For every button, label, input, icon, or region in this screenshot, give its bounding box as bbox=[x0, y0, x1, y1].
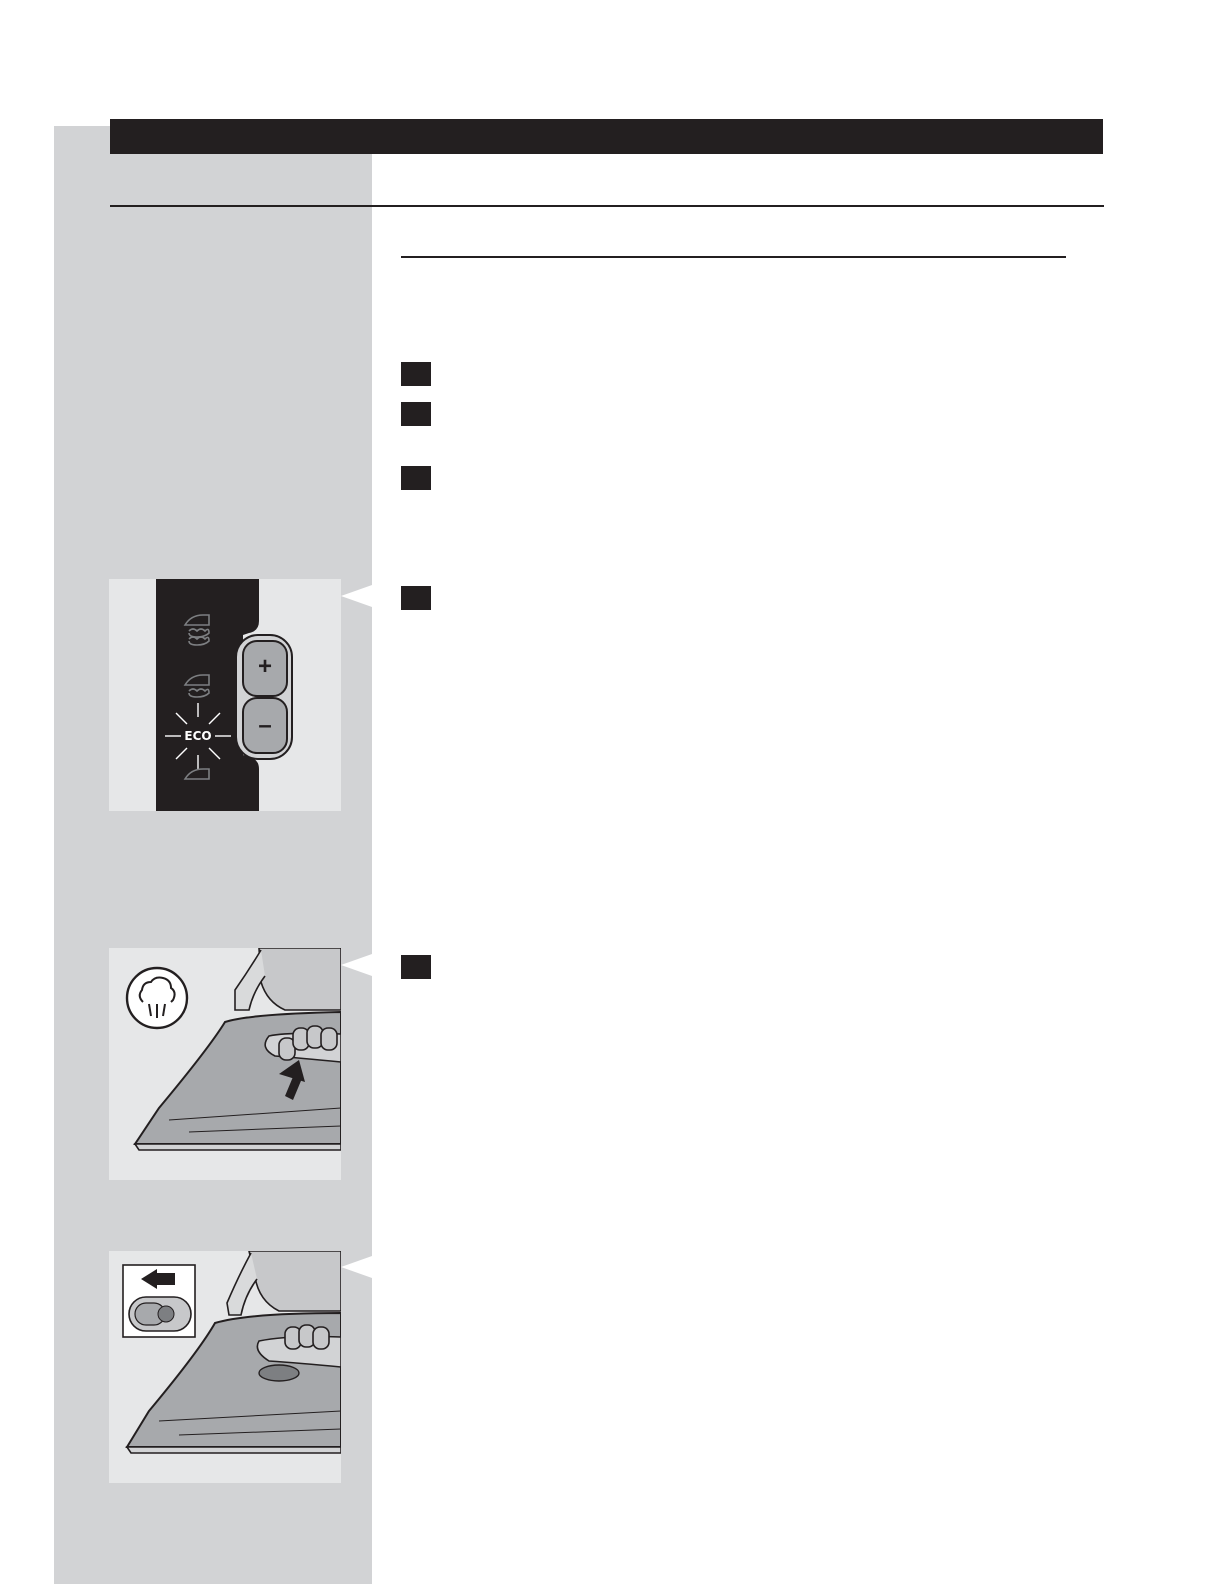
step-marker-5 bbox=[401, 955, 431, 979]
section-header-bar bbox=[110, 119, 1103, 154]
figure-pointer bbox=[341, 954, 372, 976]
steam-boost-figure bbox=[109, 948, 341, 1180]
minus-label: – bbox=[258, 712, 272, 739]
step-marker-4 bbox=[401, 586, 431, 610]
step-marker-1 bbox=[401, 362, 431, 386]
plus-label: + bbox=[257, 653, 273, 680]
step-marker-3 bbox=[401, 466, 431, 490]
steam-cloud-icon bbox=[127, 968, 187, 1028]
header-divider bbox=[110, 205, 1104, 207]
slide-switch-icon[interactable] bbox=[129, 1297, 191, 1331]
eco-label: ECO bbox=[184, 729, 212, 743]
temperature-control-figure bbox=[109, 579, 341, 811]
subsection-divider bbox=[401, 256, 1066, 258]
step-marker-2 bbox=[401, 402, 431, 426]
figure-pointer bbox=[341, 585, 372, 607]
slide-switch-figure bbox=[109, 1251, 341, 1483]
figure-pointer bbox=[341, 1256, 372, 1278]
